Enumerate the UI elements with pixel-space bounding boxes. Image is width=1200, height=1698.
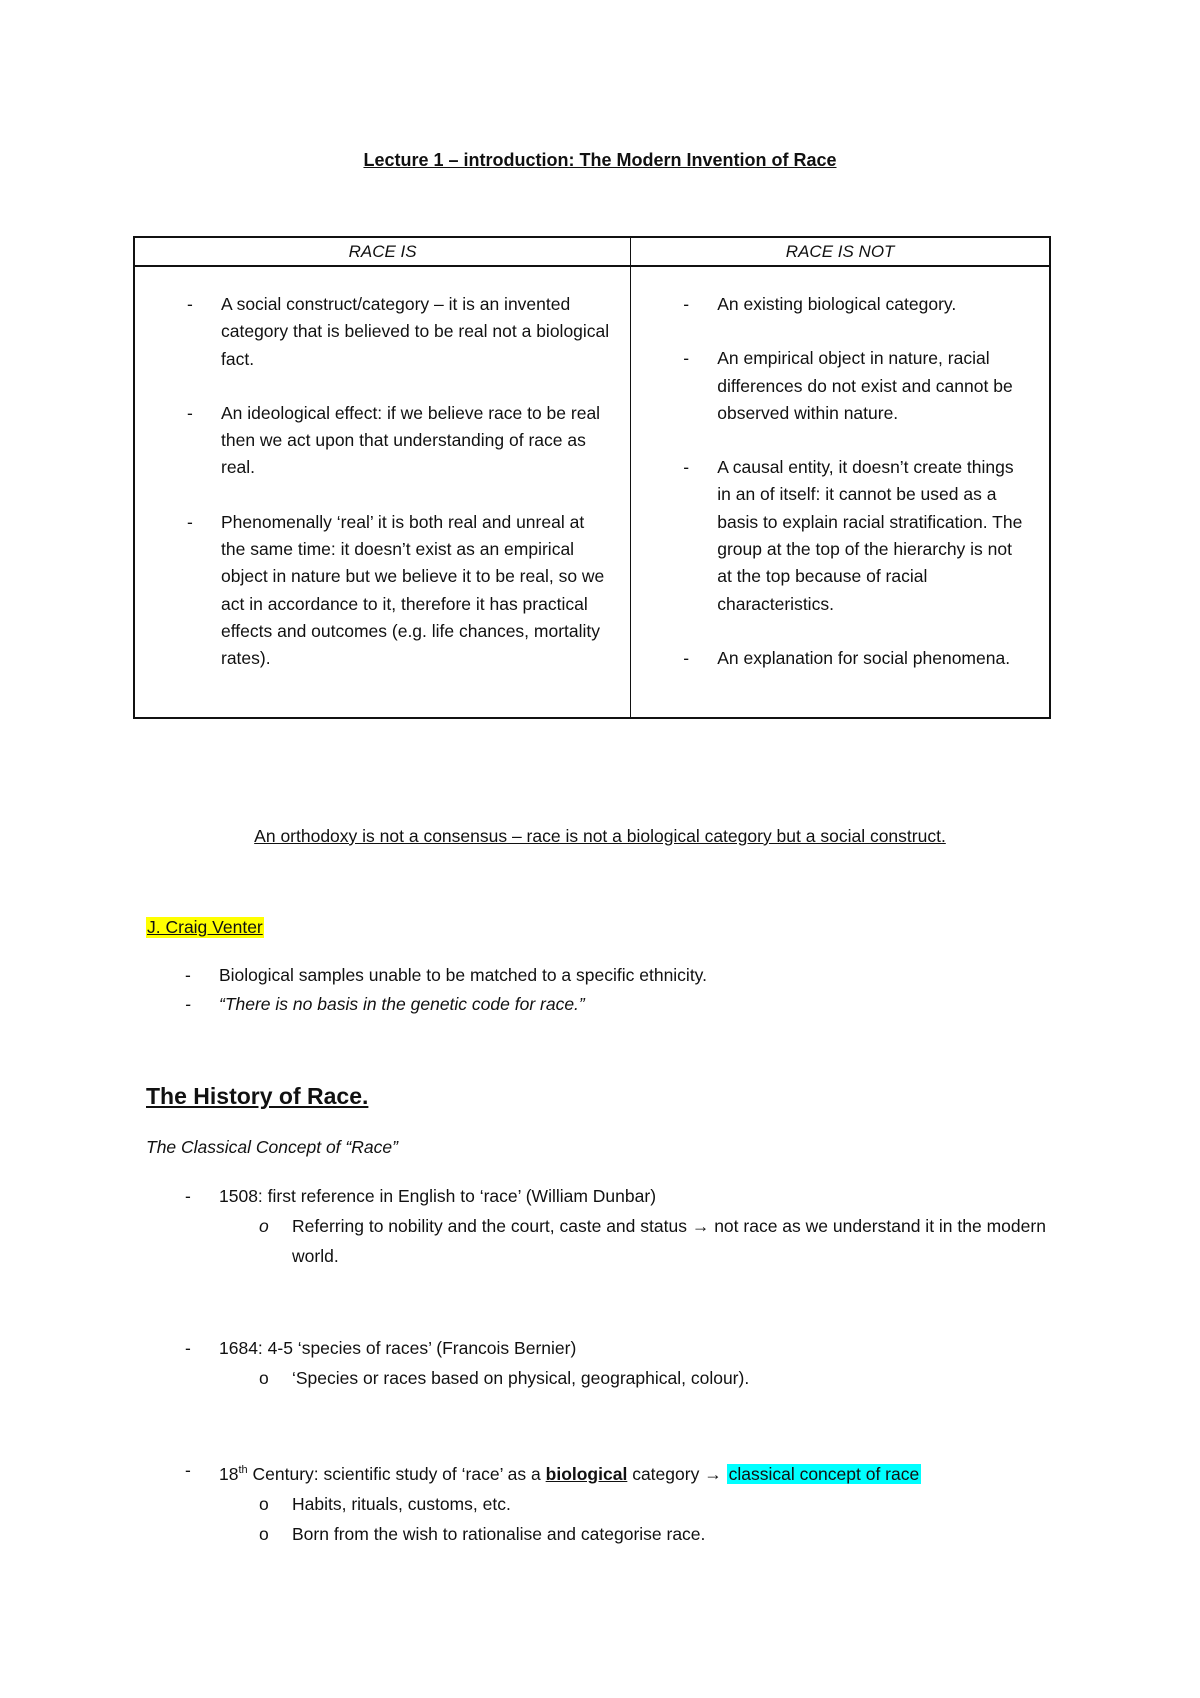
race-is-point: - Phenomenally ‘real’ it is both real and unreal at the same time: it doesn’t exist as an empirical object in nature but we believe it to be real, so we act in accordance to it, therefore it has practical effects and outcomes (e.g. life chances, mortality rates). (135, 509, 612, 673)
race-is-not-point: - A causal entity, it doesn’t create things in an of itself: it cannot be used as a basis to explain racial stratification. The group at the top of the hierarchy is not at the top because of racial characteristics. (631, 454, 1031, 618)
race-is-not-point: - An empirical object in nature, racial differences do not exist and cannot be observed within nature. (631, 345, 1031, 427)
race-is-cell (134, 266, 631, 718)
race-is-not-cell (631, 266, 1050, 718)
document-title: Lecture 1 – introduction: The Modern Invention of Race (363, 150, 837, 170)
entry-1684-sub: o ‘Species or races based on physical, geographical, colour). (0, 1363, 1200, 1393)
entry-1508-main: - 1508: first reference in English to ‘race’ (William Dunbar) (0, 1181, 1200, 1211)
entry-1684-main: - 1684: 4-5 ‘species of races’ (Francois Bernier) (0, 1333, 1200, 1363)
entry-18th-century (0, 1455, 1200, 1549)
entry-1508-sub (0, 1211, 1200, 1271)
race-is-not-point: - An existing biological category. (631, 291, 1031, 318)
header-race-is: RACE IS (134, 237, 631, 266)
entry-1684 (0, 1333, 1200, 1393)
venter-quote: - “There is no basis in the genetic code for race.” (0, 990, 1200, 1019)
race-is-point: - A social construct/category – it is an invented category that is believed to be real not a biological fact. (135, 291, 612, 373)
arrow-icon: → (691, 1216, 710, 1236)
arrow-icon: → (704, 1463, 722, 1484)
entry-18th-main (0, 1455, 1200, 1489)
race-is-not-point: - An explanation for social phenomena. (631, 645, 1031, 672)
entry-1508 (0, 1181, 1200, 1271)
biological-emphasis: biological (545, 1463, 628, 1484)
entry-1508-sub-text-cont: not race as we understand it in the modern world. (292, 1216, 1046, 1266)
entry-18th-sub: o Habits, rituals, customs, etc. (0, 1489, 1200, 1519)
entry-18th-text-cont: category (632, 1463, 700, 1484)
venter-points (0, 961, 1200, 1019)
venter-point: - Biological samples unable to be matched to a specific ethnicity. (0, 961, 1200, 990)
header-race-is-not: RACE IS NOT (631, 237, 1050, 266)
classical-concept-highlight: classical concept of race (728, 1463, 920, 1484)
century-suffix: th (238, 1464, 248, 1476)
history-heading: The History of Race. (146, 1083, 369, 1109)
orthodoxy-statement: An orthodoxy is not a consensus – race is not a biological category but a social construct. (254, 826, 946, 846)
race-is-not-list (631, 291, 1031, 672)
entry-1508-sub-text: Referring to nobility and the court, caste and status (292, 1216, 687, 1236)
entry-18th-sub: o Born from the wish to rationalise and categorise race. (0, 1519, 1200, 1549)
venter-heading: J. Craig Venter (147, 917, 263, 937)
classical-concept-subheading: The Classical Concept of “Race” (146, 1137, 398, 1157)
race-is-point: - An ideological effect: if we believe race to be real then we act upon that understanding of race as real. (135, 400, 612, 482)
race-is-list (135, 291, 612, 673)
race-comparison-table (133, 236, 1051, 719)
century-number: 18 (219, 1463, 239, 1484)
entry-18th-text: Century: scientific study of ‘race’ as a (252, 1463, 541, 1484)
